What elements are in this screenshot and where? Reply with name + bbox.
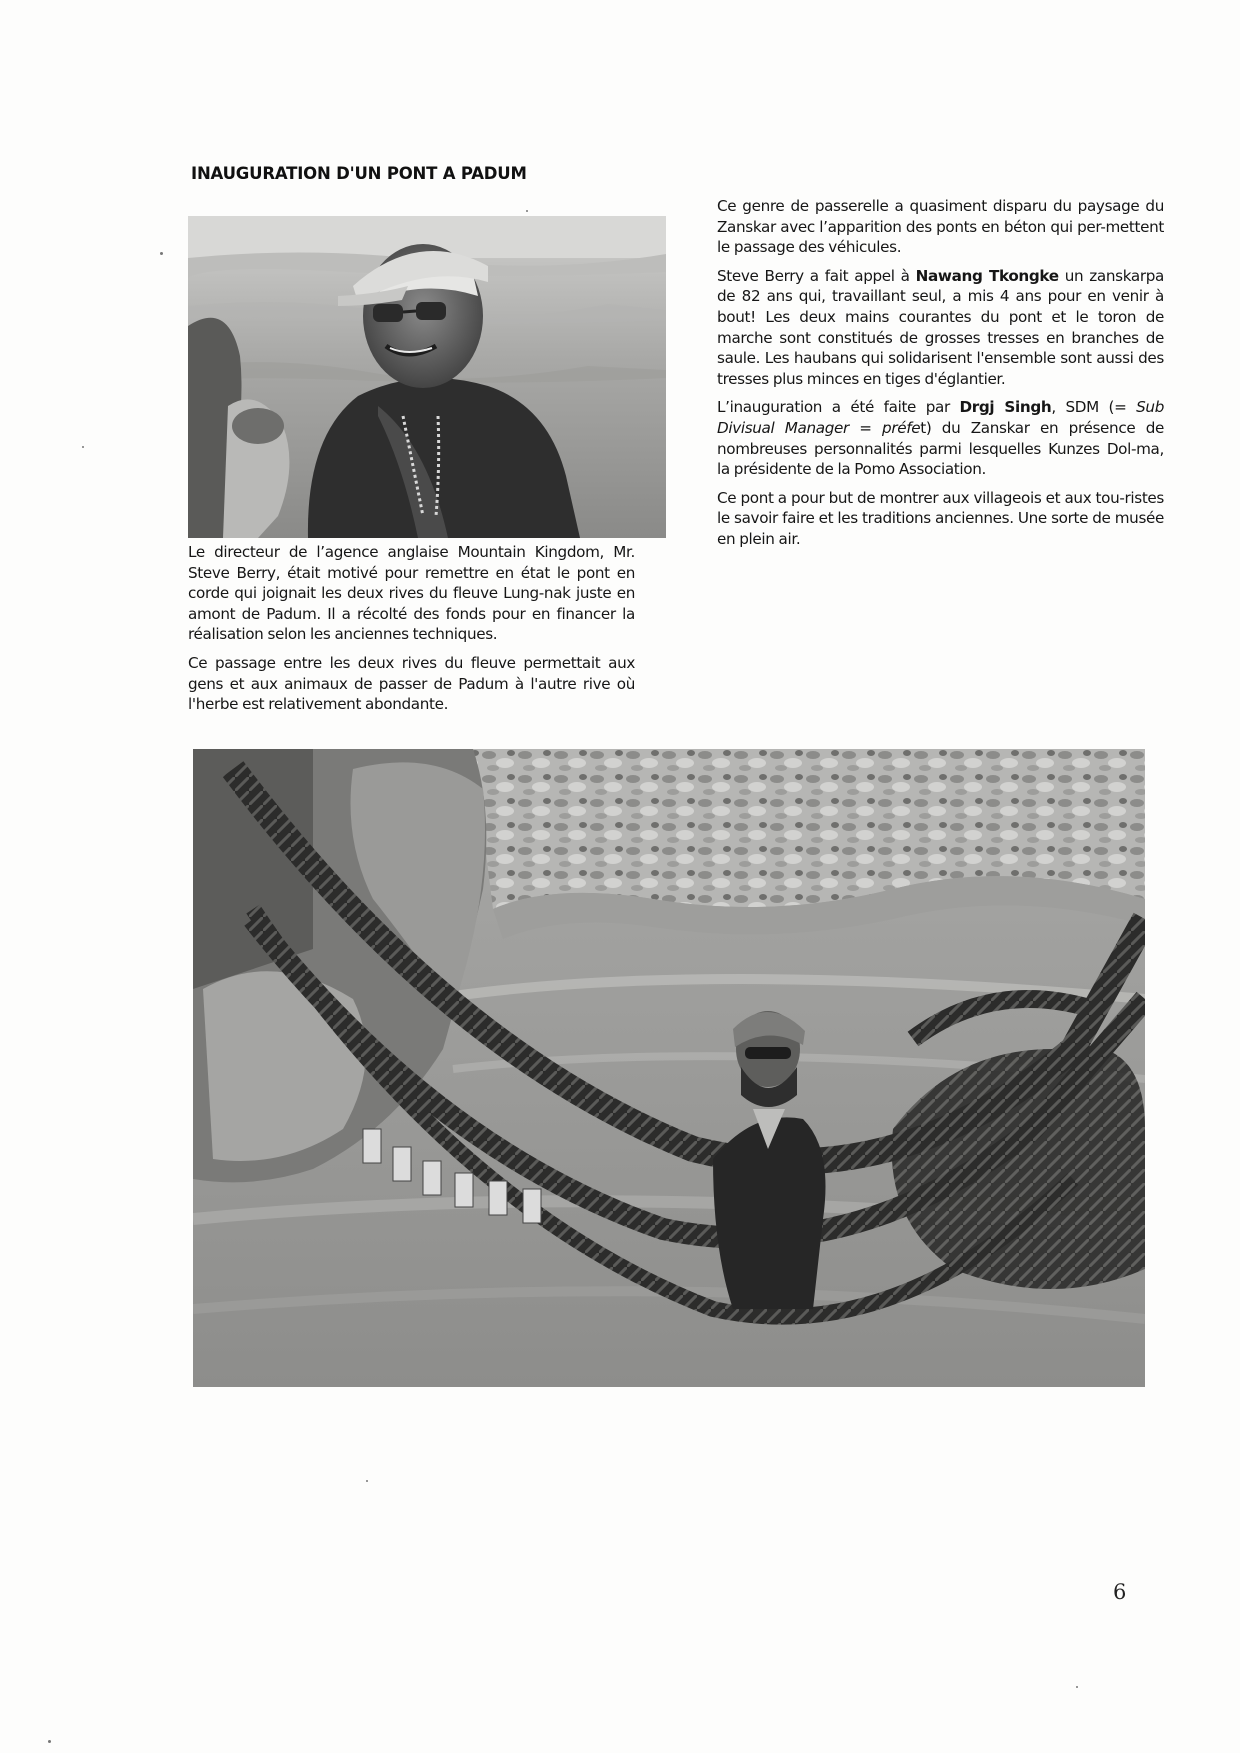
text-run: t) du Zanskar en présence de nombreuses personnalités parmi lesquelles Kunzes Dol-ma, la présidente de la Pomo Association.	[717, 418, 1164, 479]
bridge-photo	[193, 749, 1145, 1387]
left-column-text	[188, 542, 635, 723]
italic-run: = Sub Divisual Manager = préfe	[717, 398, 1164, 437]
paragraph: Ce passage entre les deux rives du fleuve permettait aux gens et aux animaux de passer de Padum à l'autre rive où l'herbe est relativement abondante.	[188, 653, 635, 714]
bold-name: Nawang Tkongke	[915, 266, 1059, 285]
paragraph	[717, 397, 1164, 479]
article-title: INAUGURATION D'UN PONT A PADUM	[191, 164, 527, 183]
bridge-photo-image	[193, 749, 1145, 1387]
portrait-photo	[188, 216, 666, 538]
scan-speck	[526, 210, 528, 212]
bold-name: Drgj Singh	[959, 398, 1052, 417]
scan-speck	[366, 1480, 368, 1482]
scan-speck	[160, 252, 163, 255]
text-run: Steve Berry a fait appel à	[717, 266, 916, 285]
paragraph	[717, 266, 1164, 390]
scan-speck	[1076, 1686, 1078, 1688]
paragraph: Le directeur de l’agence anglaise Mountain Kingdom, Mr. Steve Berry, était motivé pour remettre en état le pont en corde qui joignait les deux rives du fleuve Lung-nak juste en amont de Padum. Il a récolté des fonds pour en financer la réalisation selon les anciennes techniques.	[188, 543, 635, 644]
portrait-photo-image	[188, 216, 666, 538]
page-number: 6	[1113, 1580, 1127, 1604]
paragraph: Ce genre de passerelle a quasiment disparu du paysage du Zanskar avec l’apparition des ponts en béton qui per-mettent le passage des véhicules.	[717, 197, 1164, 257]
text-run: un zanskarpa de 82 ans qui, travaillant seul, a mis 4 ans pour en venir à bout! Les deux mains courantes du pont et le toron de marche sont constitués de grosses tresses en branches de saule. Les haubans qui solidarisent l'ensemble sont aussi des tresses plus minces en tiges d'églantier.	[717, 266, 1164, 388]
scan-speck	[82, 446, 84, 448]
text-run: L’inauguration a été faite par	[717, 398, 960, 417]
scan-speck	[48, 1740, 51, 1743]
paragraph: Ce pont a pour but de montrer aux villageois et aux tou-ristes le savoir faire et les traditions anciennes. Une sorte de musée en plein air.	[717, 488, 1164, 548]
text-run: , SDM (	[1051, 398, 1115, 417]
right-column-text	[717, 196, 1164, 558]
